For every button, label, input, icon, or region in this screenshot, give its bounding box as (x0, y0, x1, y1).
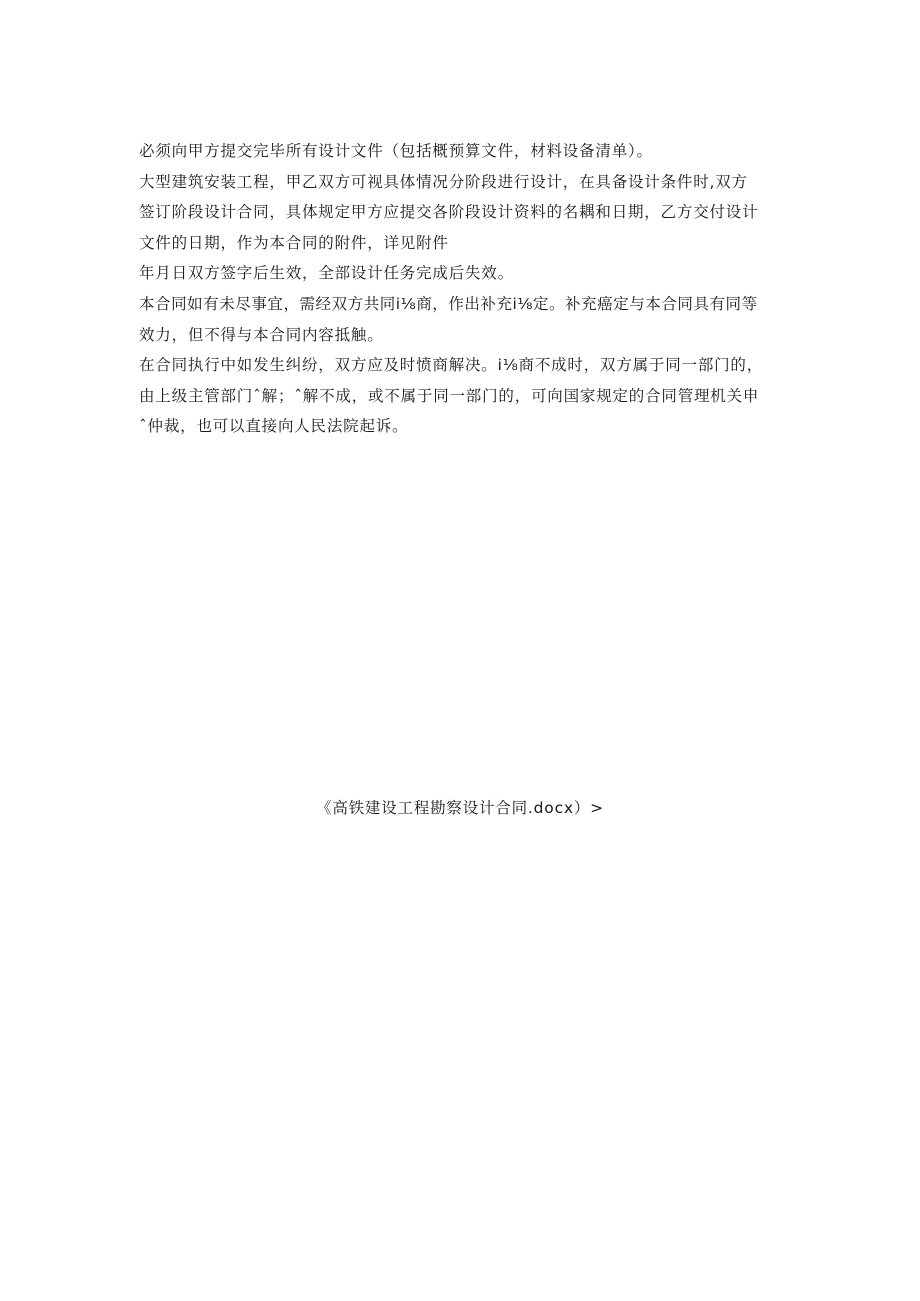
paragraph-line-1: 必须向甲方提交完毕所有设计文件（包括概预算文件，材料设备清单）。 (139, 142, 653, 160)
paragraph-line-9: 由上级主管部门ˆ解；ˆ解不成，或不属于同一部门的，可向国家规定的合同管理机关申 (139, 386, 760, 405)
paragraph-line-4: 文件的日期，作为本合同的附件，详见附件 (139, 233, 449, 252)
paragraph-line-3: 签订阶段设计合同，具体规定甲方应提交各阶段设计资料的名耦和日期，乙方交付设计 (139, 203, 759, 222)
paragraph-line-6: 本合同如有未尽事宜，需经双方共同i⅛商，作出补充i⅛定。补充癌定与本合同具有同等 (139, 294, 758, 313)
document-filename-footer: 《高铁建设工程勘察设计合同.docx）> (316, 799, 604, 817)
paragraph-line-5: 年月日双方签字后生效，全部设计任务完成后失效。 (139, 264, 514, 283)
paragraph-line-10: ˆ仲裁，也可以直接向人民法院起诉。 (139, 417, 409, 436)
paragraph-line-7: 效力，但不得与本合同内容抵触。 (139, 325, 384, 344)
contract-body (139, 136, 799, 442)
paragraph-line-2: 大型建筑安装工程，甲乙双方可视具体情况分阶段进行设计，在具备设计条件时,双方 (139, 172, 748, 191)
paragraph-line-8: 在合同执行中如发生纠纷，双方应及时愤商解决。i⅛商不成时，双方属于同一部门的， (139, 356, 764, 375)
